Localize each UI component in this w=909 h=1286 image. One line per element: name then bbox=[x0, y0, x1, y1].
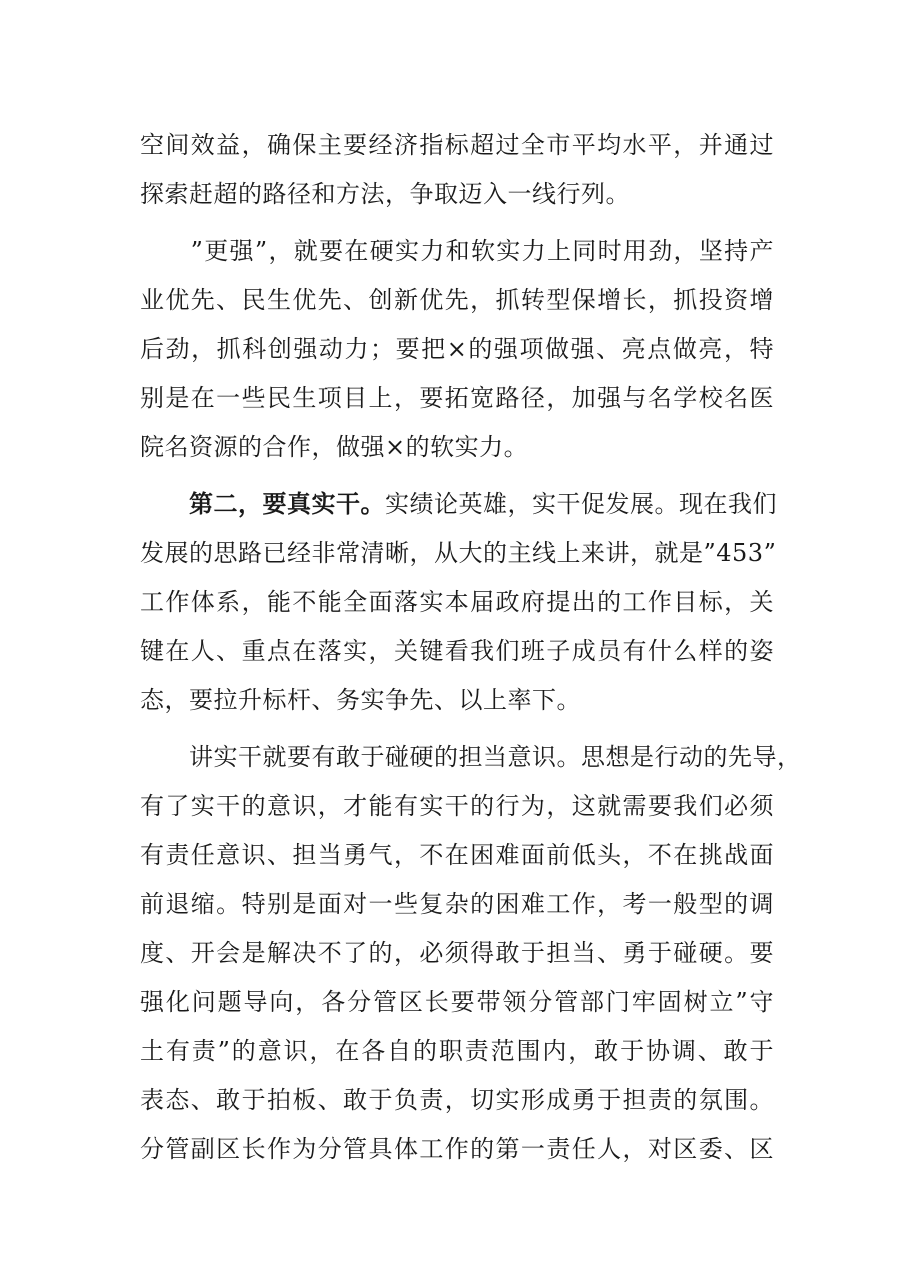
text-line: 表态、敢于拍板、敢于负责，切实形成勇于担责的氛围。 bbox=[140, 1086, 774, 1114]
text-line: 有了实干的意识，才能有实干的行为，这就需要我们必须 bbox=[140, 792, 774, 820]
text-line: 别是在一些民生项目上，要拓宽路径，加强与名学校名医 bbox=[140, 384, 774, 412]
paragraph-4 bbox=[140, 733, 802, 1174]
text-line: 态，要拉升标杆、务实争先、以上率下。 bbox=[140, 686, 581, 714]
document-page bbox=[140, 121, 802, 1174]
text-line: 前退缩。特别是面对一些复杂的困难工作，考一般型的调 bbox=[140, 890, 774, 918]
text-line: 分管副区长作为分管具体工作的第一责任人，对区委、区 bbox=[140, 1135, 774, 1163]
text-line: 探索赶超的路径和方法，争取迈入一线行列。 bbox=[140, 180, 630, 208]
text-line bbox=[140, 480, 777, 529]
text-line: ”更强”，就要在硬实力和软实力上同时用劲，坚持产 bbox=[140, 237, 774, 265]
text-line: 有责任意识、担当勇气，不在困难面前低头，不在挑战面 bbox=[140, 841, 774, 869]
text-run: 实绩论英雄，实干促发展。现在我们 bbox=[385, 490, 777, 518]
text-line: 发展的思路已经非常清晰，从大的主线上来讲，就是”453” bbox=[140, 539, 777, 567]
text-line: 度、开会是解决不了的，必须得敢于担当、勇于碰硬。要 bbox=[140, 939, 774, 967]
text-line: 工作体系，能不能全面落实本届政府提出的工作目标，关 bbox=[140, 588, 774, 616]
text-line: 讲实干就要有敢于碰硬的担当意识。思想是行动的先导， bbox=[140, 743, 802, 771]
text-line: 院名资源的合作，做强×的软实力。 bbox=[140, 433, 529, 461]
paragraph-1 bbox=[140, 121, 774, 219]
paragraph-3 bbox=[140, 480, 777, 725]
paragraph-2 bbox=[140, 227, 774, 472]
text-line: 业优先、民生优先、创新优先，抓转型保增长，抓投资增 bbox=[140, 286, 774, 314]
text-line: 强化问题导向，各分管区长要带领分管部门牢固树立”守 bbox=[140, 988, 774, 1016]
text-line: 土有责”的意识，在各自的职责范围内，敢于协调、敢于 bbox=[140, 1037, 774, 1065]
text-line: 键在人、重点在落实，关键看我们班子成员有什么样的姿 bbox=[140, 637, 774, 665]
section-heading: 第二，要真实干。 bbox=[140, 490, 385, 518]
text-line: 空间效益，确保主要经济指标超过全市平均水平，并通过 bbox=[140, 131, 774, 159]
text-line: 后劲，抓科创强动力；要把×的强项做强、亮点做亮，特 bbox=[140, 335, 774, 363]
